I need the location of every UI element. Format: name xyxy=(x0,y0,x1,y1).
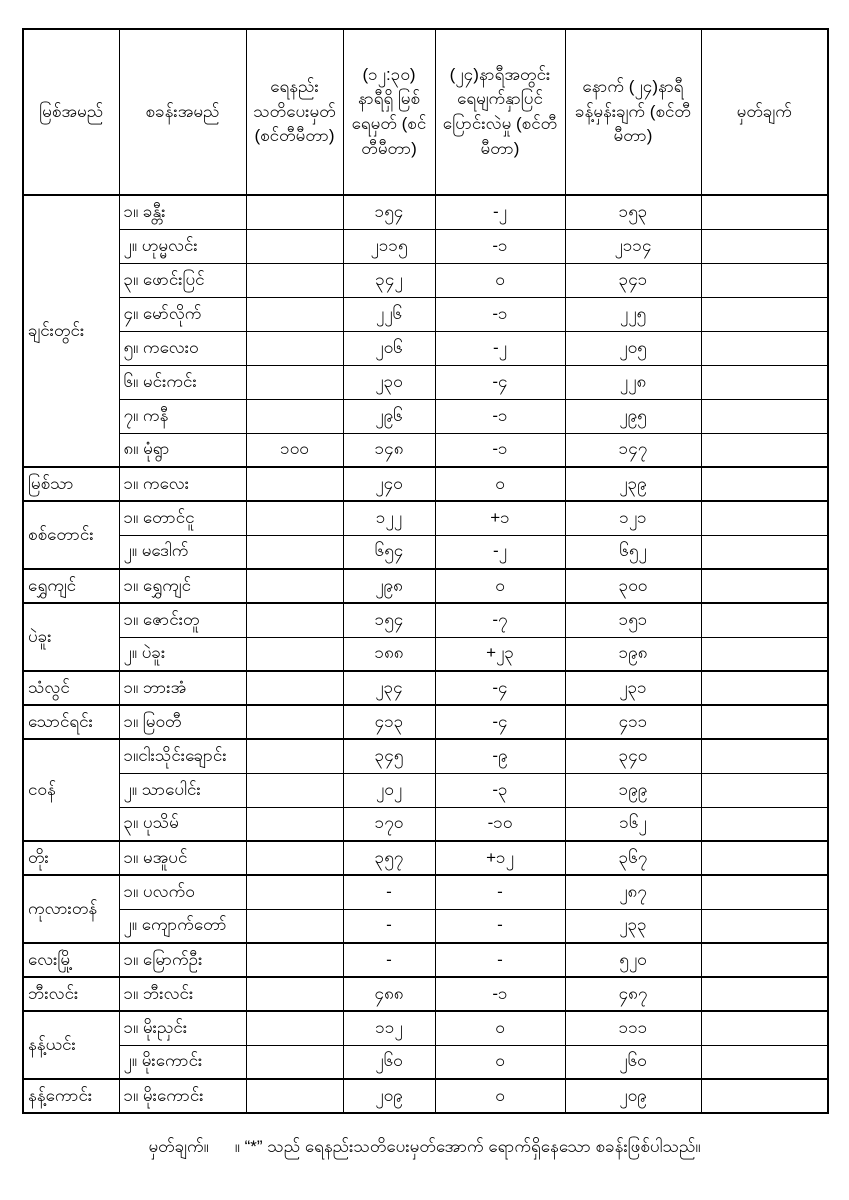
water-level-cell: ၄၁၃ xyxy=(343,705,435,739)
remark-cell xyxy=(701,943,828,977)
change-24h-cell: -၁၀ xyxy=(435,807,565,841)
forecast-24h-cell: ၁၂၁ xyxy=(565,501,701,535)
table-row xyxy=(23,399,828,433)
warning-level-cell xyxy=(246,229,343,263)
remark-cell xyxy=(701,263,828,297)
change-24h-cell: - xyxy=(435,943,565,977)
river-name-cell: ပဲခူး xyxy=(23,603,119,671)
remark-cell xyxy=(701,365,828,399)
table-header xyxy=(23,29,828,195)
change-24h-cell: -၄ xyxy=(435,705,565,739)
forecast-24h-cell: ၂၀၅ xyxy=(565,331,701,365)
station-name-cell: ၂။ ကျောက်တော် xyxy=(119,909,246,943)
station-name-cell: ၄။ မော်လိုက် xyxy=(119,297,246,331)
change-24h-cell: -၃ xyxy=(435,773,565,807)
river-name-cell: ကုလားတန် xyxy=(23,875,119,943)
water-level-cell: ၂၀၂ xyxy=(343,773,435,807)
table-row xyxy=(23,229,828,263)
remark-cell xyxy=(701,773,828,807)
remark-cell xyxy=(701,705,828,739)
table-row xyxy=(23,535,828,569)
remark-cell xyxy=(701,909,828,943)
river-name-cell: လေးမြို့ xyxy=(23,943,119,977)
water-level-cell: ၄၈၈ xyxy=(343,977,435,1011)
forecast-24h-cell: ၅၂၀ xyxy=(565,943,701,977)
table-row xyxy=(23,875,828,909)
water-level-cell: ၁၅၄ xyxy=(343,195,435,229)
water-level-cell: ၃၅၇ xyxy=(343,841,435,875)
warning-level-cell xyxy=(246,807,343,841)
change-24h-cell: -၉ xyxy=(435,739,565,773)
remark-cell xyxy=(701,841,828,875)
forecast-24h-cell: ၁၉၉ xyxy=(565,773,701,807)
header-change-24h: (၂၄)နာရီအတွင်း ရေမျက်နှာပြင် ပြောင်းလဲမှု (စင်တီမီတာ) xyxy=(435,29,565,195)
remark-cell xyxy=(701,807,828,841)
warning-level-cell xyxy=(246,909,343,943)
remark-cell xyxy=(701,331,828,365)
change-24h-cell: ၀ xyxy=(435,467,565,501)
river-name-cell: သံလွင် xyxy=(23,671,119,705)
table-row xyxy=(23,841,828,875)
station-name-cell: ၁။ ကလေး xyxy=(119,467,246,501)
water-level-cell: ၂၃၄ xyxy=(343,671,435,705)
river-water-level-table xyxy=(22,28,829,1114)
remark-cell xyxy=(701,399,828,433)
change-24h-cell: +၂၃ xyxy=(435,637,565,671)
warning-level-cell xyxy=(246,501,343,535)
table-body xyxy=(23,195,828,1113)
river-name-cell: နန့်ယင်း xyxy=(23,1011,119,1079)
table-row xyxy=(23,433,828,467)
table-row xyxy=(23,467,828,501)
station-name-cell: ၃။ ပုသိမ် xyxy=(119,807,246,841)
station-name-cell: ၈။ မုံရွာ xyxy=(119,433,246,467)
warning-level-cell xyxy=(246,671,343,705)
table-row xyxy=(23,603,828,637)
change-24h-cell: -၂ xyxy=(435,195,565,229)
change-24h-cell: -၁ xyxy=(435,297,565,331)
change-24h-cell: - xyxy=(435,909,565,943)
header-row xyxy=(23,29,828,195)
forecast-24h-cell: ၂၈၇ xyxy=(565,875,701,909)
warning-level-cell xyxy=(246,1079,343,1113)
water-level-cell: ၂၉၆ xyxy=(343,399,435,433)
forecast-24h-cell: ၂၃၁ xyxy=(565,671,701,705)
footer-note-label: မှတ်ချက်။ xyxy=(148,1137,209,1156)
station-name-cell: ၁။ မြောက်ဦး xyxy=(119,943,246,977)
remark-cell xyxy=(701,229,828,263)
water-level-cell: ၁၂၂ xyxy=(343,501,435,535)
forecast-24h-cell: ၂၂၅ xyxy=(565,297,701,331)
table-row xyxy=(23,909,828,943)
warning-level-cell xyxy=(246,773,343,807)
water-level-cell: ၁၇၀ xyxy=(343,807,435,841)
river-name-cell: တိုး xyxy=(23,841,119,875)
water-level-cell: ၁၁၂ xyxy=(343,1011,435,1045)
warning-level-cell xyxy=(246,943,343,977)
remark-cell xyxy=(701,297,828,331)
forecast-24h-cell: ၁၁၁ xyxy=(565,1011,701,1045)
warning-level-cell xyxy=(246,569,343,603)
change-24h-cell: - xyxy=(435,875,565,909)
table-row xyxy=(23,739,828,773)
change-24h-cell: ၀ xyxy=(435,1079,565,1113)
footer-note-text: ။ “*” သည် ရေနည်းသတိပေးမှတ်အောက် ရောက်ရှိနေသော စခန်းဖြစ်ပါသည်။ xyxy=(234,1137,701,1156)
remark-cell xyxy=(701,977,828,1011)
river-name-cell: သောင်ရင်း xyxy=(23,705,119,739)
station-name-cell: ၁။ မြဝတီ xyxy=(119,705,246,739)
remark-cell xyxy=(701,1045,828,1079)
warning-level-cell xyxy=(246,297,343,331)
station-name-cell: ၁။ တောင်ငူ xyxy=(119,501,246,535)
table-row xyxy=(23,807,828,841)
forecast-24h-cell: ၃၄၁ xyxy=(565,263,701,297)
station-name-cell: ၁။ငါးသိုင်းချောင်း xyxy=(119,739,246,773)
change-24h-cell: ၀ xyxy=(435,569,565,603)
water-level-cell: ၃၄၂ xyxy=(343,263,435,297)
table-row xyxy=(23,977,828,1011)
change-24h-cell: +၁ xyxy=(435,501,565,535)
change-24h-cell: -၁ xyxy=(435,229,565,263)
header-remark: မှတ်ချက် xyxy=(701,29,828,195)
river-name-cell: ငဝန် xyxy=(23,739,119,841)
header-river-name: မြစ်အမည် xyxy=(23,29,119,195)
change-24h-cell: -၄ xyxy=(435,671,565,705)
warning-level-cell xyxy=(246,263,343,297)
forecast-24h-cell: ၁၉၈ xyxy=(565,637,701,671)
warning-level-cell xyxy=(246,705,343,739)
station-name-cell: ၂။ ဟုမ္မလင်း xyxy=(119,229,246,263)
table-row xyxy=(23,365,828,399)
warning-level-cell: ၁၀၀ xyxy=(246,433,343,467)
table-row xyxy=(23,637,828,671)
warning-level-cell xyxy=(246,365,343,399)
change-24h-cell: -၂ xyxy=(435,535,565,569)
remark-cell xyxy=(701,195,828,229)
river-name-cell: နန့်ကောင်း xyxy=(23,1079,119,1113)
water-level-cell: ၂၁၁၅ xyxy=(343,229,435,263)
water-level-cell: ၂၀၆ xyxy=(343,331,435,365)
water-level-cell: ၁၈၈ xyxy=(343,637,435,671)
change-24h-cell: -၁ xyxy=(435,399,565,433)
forecast-24h-cell: ၂၁၁၄ xyxy=(565,229,701,263)
water-level-cell: ၂၂၆ xyxy=(343,297,435,331)
warning-level-cell xyxy=(246,603,343,637)
remark-cell xyxy=(701,569,828,603)
water-level-cell: ၁၅၄ xyxy=(343,603,435,637)
water-level-cell: ၂၆၀ xyxy=(343,1045,435,1079)
change-24h-cell: ၀ xyxy=(435,263,565,297)
remark-cell xyxy=(701,739,828,773)
remark-cell xyxy=(701,501,828,535)
station-name-cell: ၇။ ကနီ xyxy=(119,399,246,433)
station-name-cell: ၁။ ခန္တီး xyxy=(119,195,246,229)
change-24h-cell: ၀ xyxy=(435,1011,565,1045)
warning-level-cell xyxy=(246,841,343,875)
change-24h-cell: ၀ xyxy=(435,1045,565,1079)
station-name-cell: ၅။ ကလေးဝ xyxy=(119,331,246,365)
station-name-cell: ၁။ ဘီးလင်း xyxy=(119,977,246,1011)
table-row xyxy=(23,297,828,331)
table-row xyxy=(23,1011,828,1045)
river-name-cell: ချင်းတွင်း xyxy=(23,195,119,467)
river-name-cell: ဘီးလင်း xyxy=(23,977,119,1011)
water-level-cell: ၆၅၄ xyxy=(343,535,435,569)
station-name-cell: ၂။ မဒေါက် xyxy=(119,535,246,569)
warning-level-cell xyxy=(246,535,343,569)
change-24h-cell: -၂ xyxy=(435,331,565,365)
station-name-cell: ၁။ မအူပင် xyxy=(119,841,246,875)
change-24h-cell: -၇ xyxy=(435,603,565,637)
remark-cell xyxy=(701,1079,828,1113)
river-name-cell: ရွှေကျင် xyxy=(23,569,119,603)
table-row xyxy=(23,501,828,535)
remark-cell xyxy=(701,603,828,637)
forecast-24h-cell: ၂၆၀ xyxy=(565,1045,701,1079)
forecast-24h-cell: ၂၃၉ xyxy=(565,467,701,501)
forecast-24h-cell: ၁၆၂ xyxy=(565,807,701,841)
station-name-cell: ၁။ ပလက်ဝ xyxy=(119,875,246,909)
warning-level-cell xyxy=(246,1045,343,1079)
station-name-cell: ၁။ ရွှေကျင် xyxy=(119,569,246,603)
warning-level-cell xyxy=(246,739,343,773)
table-row xyxy=(23,773,828,807)
remark-cell xyxy=(701,1011,828,1045)
footer-note xyxy=(0,1136,849,1161)
water-level-cell: ၂၄၀ xyxy=(343,467,435,501)
station-name-cell: ၂။ ပဲခူး xyxy=(119,637,246,671)
station-name-cell: ၃။ ဖောင်းပြင် xyxy=(119,263,246,297)
table-row xyxy=(23,195,828,229)
change-24h-cell: -၁ xyxy=(435,977,565,1011)
warning-level-cell xyxy=(246,1011,343,1045)
remark-cell xyxy=(701,637,828,671)
forecast-24h-cell: ၁၅၃ xyxy=(565,195,701,229)
water-level-cell: ၁၄၈ xyxy=(343,433,435,467)
table-row xyxy=(23,1045,828,1079)
warning-level-cell xyxy=(246,195,343,229)
table-row xyxy=(23,705,828,739)
station-name-cell: ၁။ ဘားအံ xyxy=(119,671,246,705)
forecast-24h-cell: ၂၉၅ xyxy=(565,399,701,433)
header-warning-level: ရေနည်း သတိပေးမှတ် (စင်တီမီတာ) xyxy=(246,29,343,195)
header-station-name: စခန်းအမည် xyxy=(119,29,246,195)
station-name-cell: ၆။ မင်းကင်း xyxy=(119,365,246,399)
forecast-24h-cell: ၄၈၇ xyxy=(565,977,701,1011)
river-name-cell: မြစ်သာ xyxy=(23,467,119,501)
station-name-cell: ၁။ ဇောင်းတူ xyxy=(119,603,246,637)
remark-cell xyxy=(701,467,828,501)
water-level-cell: - xyxy=(343,909,435,943)
table-row xyxy=(23,943,828,977)
warning-level-cell xyxy=(246,331,343,365)
warning-level-cell xyxy=(246,977,343,1011)
forecast-24h-cell: ၂၃၃ xyxy=(565,909,701,943)
station-name-cell: ၂။ သာပေါင်း xyxy=(119,773,246,807)
station-name-cell: ၁။ မိုးကောင်း xyxy=(119,1079,246,1113)
forecast-24h-cell: ၃၆၇ xyxy=(565,841,701,875)
table-row xyxy=(23,671,828,705)
water-level-cell: ၂၃၀ xyxy=(343,365,435,399)
station-name-cell: ၂။ မိုးကောင်း xyxy=(119,1045,246,1079)
warning-level-cell xyxy=(246,399,343,433)
remark-cell xyxy=(701,535,828,569)
change-24h-cell: -၁ xyxy=(435,433,565,467)
forecast-24h-cell: ၃၀၀ xyxy=(565,569,701,603)
table-row xyxy=(23,331,828,365)
header-forecast-24h: နောက် (၂၄)နာရီ ခန့်မှန်းချက် (စင်တီမီတာ) xyxy=(565,29,701,195)
warning-level-cell xyxy=(246,637,343,671)
water-level-cell: ၃၄၅ xyxy=(343,739,435,773)
forecast-24h-cell: ၄၁၁ xyxy=(565,705,701,739)
forecast-24h-cell: ၁၅၁ xyxy=(565,603,701,637)
water-level-cell: - xyxy=(343,943,435,977)
river-name-cell: စစ်တောင်း xyxy=(23,501,119,569)
forecast-24h-cell: ၁၄၇ xyxy=(565,433,701,467)
header-water-level: (၁၂:၃၀) နာရီရှိ မြစ်ရေမှတ် (စင်တီမီတာ) xyxy=(343,29,435,195)
change-24h-cell: -၄ xyxy=(435,365,565,399)
forecast-24h-cell: ၂၂၈ xyxy=(565,365,701,399)
remark-cell xyxy=(701,875,828,909)
forecast-24h-cell: ၆၅၂ xyxy=(565,535,701,569)
table-row xyxy=(23,1079,828,1113)
water-level-cell: - xyxy=(343,875,435,909)
forecast-24h-cell: ၂၀၉ xyxy=(565,1079,701,1113)
remark-cell xyxy=(701,671,828,705)
remark-cell xyxy=(701,433,828,467)
water-level-cell: ၂၉၈ xyxy=(343,569,435,603)
forecast-24h-cell: ၃၄၀ xyxy=(565,739,701,773)
change-24h-cell: +၁၂ xyxy=(435,841,565,875)
water-level-cell: ၂၀၉ xyxy=(343,1079,435,1113)
table-row xyxy=(23,569,828,603)
station-name-cell: ၁။ မိုးညှင်း xyxy=(119,1011,246,1045)
warning-level-cell xyxy=(246,875,343,909)
warning-level-cell xyxy=(246,467,343,501)
table-row xyxy=(23,263,828,297)
